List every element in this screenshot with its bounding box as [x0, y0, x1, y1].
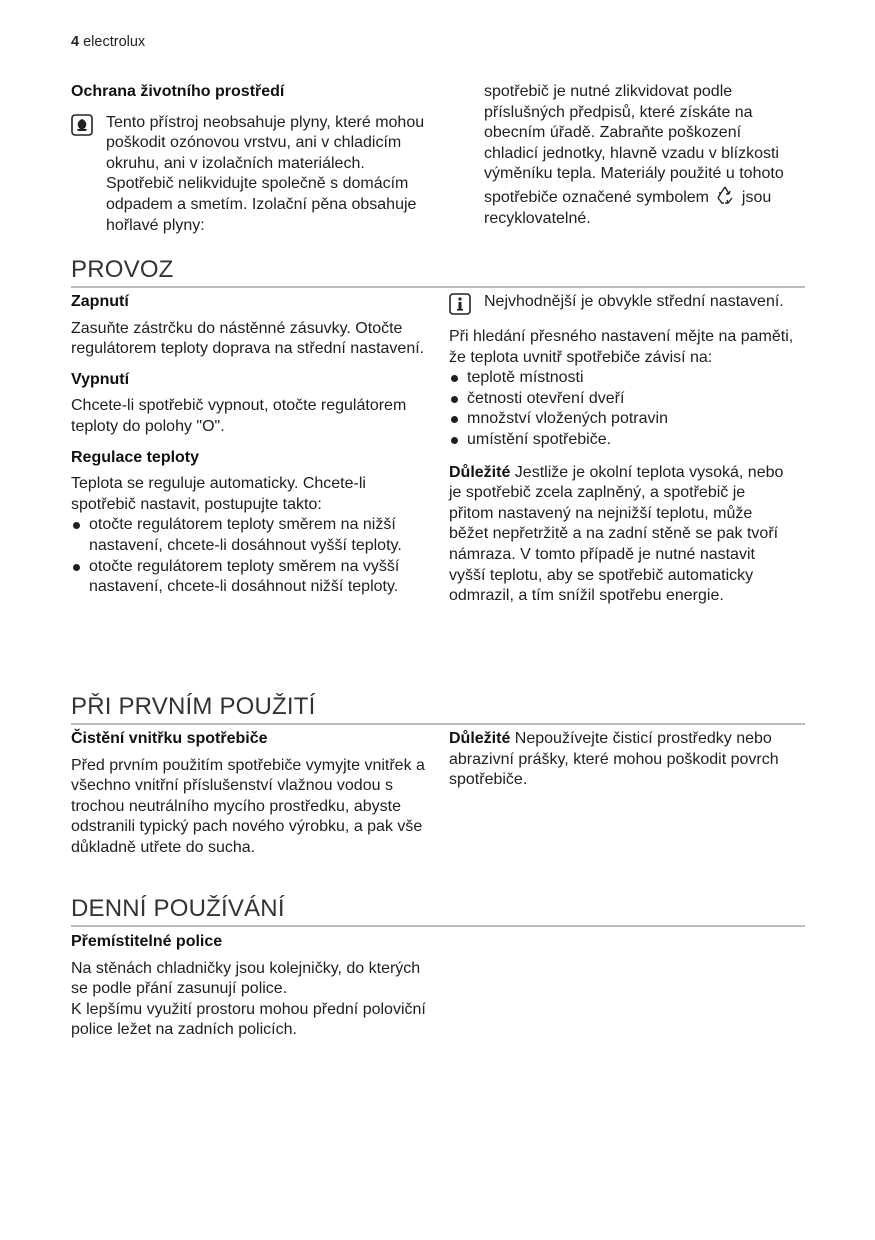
env-heading: Ochrana životního prostředí	[71, 83, 285, 100]
important-text: Nepoužívejte čisticí prostředky nebo abrazivní prášky, které mohou poškodit povrch spotřebiče.	[449, 730, 779, 789]
section-title-daily-use: DENNÍ POUŽÍVÁNÍ	[71, 896, 805, 927]
recycle-symbol-icon	[715, 185, 735, 205]
zapnuti-heading: Zapnutí	[71, 293, 129, 310]
vypnuti-text: Chcete-li spotřebič vypnout, otočte regulátorem teploty do polohy "O".	[71, 397, 407, 435]
env-right-column	[484, 82, 798, 229]
list-item: množství vložených potravin	[449, 409, 794, 430]
section-title-provoz: PROVOZ	[71, 257, 805, 288]
page-header	[71, 34, 145, 50]
daily-text-1: Na stěnách chladničky jsou kolejničky, do kterých se podle přání zasunují police.	[71, 959, 421, 998]
zapnuti-text: Zasuňte zástrčku do nástěnné zásuvky. Otočte regulátorem teploty doprava na střední nastavení.	[71, 319, 425, 358]
important-note-first-use	[449, 729, 794, 791]
regulace-text: Teplota se reguluje automaticky. Chcete-li spotřebič nastavit, postupujte takto:	[71, 475, 366, 513]
first-use-heading: Čistění vnitřku spotřebiče	[71, 730, 268, 747]
list-item: otočte regulátorem teploty směrem na nižší nastavení, chcete-li dosáhnout vyšší teploty.	[71, 515, 426, 556]
important-note-provoz	[449, 463, 794, 607]
brand-name: electrolux	[83, 34, 146, 50]
first-use-text: Před prvním použitím spotřebiče vymyjte vnitřek a všechno vnitřní příslušenství vlažnou vodou s trochou neutrálního mycího prostředku, abyste odstranili typický pach nového výrobku, a pak vše důkladně utřete do sucha.	[71, 756, 425, 856]
list-item: otočte regulátorem teploty směrem na vyšší nastavení, chcete-li dosáhnout nižší teploty.	[71, 557, 426, 598]
section-title-first-use: PŘI PRVNÍM POUŽITÍ	[71, 694, 805, 725]
regulace-heading: Regulace teploty	[71, 448, 200, 466]
list-item: teplotě místnosti	[449, 368, 794, 389]
page-number: 4	[71, 34, 80, 50]
vypnuti-heading: Vypnutí	[71, 370, 130, 388]
list-item: umístění spotřebiče.	[449, 430, 794, 451]
daily-text-2: K lepšímu využití prostoru mohou přední poloviční police ležet na zadních policích.	[71, 1000, 426, 1039]
info-icon	[449, 293, 471, 315]
provoz-right-column	[449, 292, 794, 607]
env-right-text-1: spotřebič je nutné zlikvidovat podle příslušných předpisů, které získáte na obecním úřadě. Zabraňte poškození chladicí jednotky, hlavně vzadu v blízkosti výměníku tepla. Materiály použité u tohoto spotřebiče označené symbolem	[484, 83, 784, 206]
list-item: četnosti otevření dveří	[449, 389, 794, 410]
factors-intro: Při hledání přesného nastavení mějte na paměti, že teplota uvnitř spotřebiče závisí na:	[449, 328, 794, 366]
env-left-text: Tento přístroj neobsahuje plyny, které mohou poškodit ozónovou vrstvu, ani v chladicím okruhu, ani v izolačních materiálech. Spotřebič nelikvidujte společně s domácím odpadem a smetím. Izolační pěna obsahuje hořlavé plyny:	[106, 113, 425, 234]
info-note-text: Nejvhodnější je obvykle střední nastavení.	[484, 293, 784, 310]
factors-list	[449, 368, 794, 450]
env-left-column	[71, 82, 426, 236]
regulace-list	[71, 515, 426, 597]
recycle-environment-icon	[71, 114, 93, 136]
first-use-left-column	[71, 729, 426, 859]
important-text: Jestliže je okolní teplota vysoká, nebo je spotřebič zcela zaplněný, a spotřebič je přitom nastavený na nejnižší teplotu, může běžet nepřetržitě a na zadní stěně se pak tvoří námraza. V tomto případě je nutné nastavit vyšší teplotu, aby se spotřebič automaticky odmrazil, a tím snížil spotřebu energie.	[449, 463, 784, 605]
daily-left-column	[71, 932, 426, 1041]
daily-heading: Přemístitelné police	[71, 933, 223, 950]
important-label: Důležité	[449, 463, 511, 481]
important-label: Důležité	[449, 730, 511, 747]
env-right-text-2: jsou recyklovatelné.	[484, 188, 772, 227]
first-use-right-column	[449, 729, 794, 791]
provoz-left-column	[71, 292, 426, 598]
